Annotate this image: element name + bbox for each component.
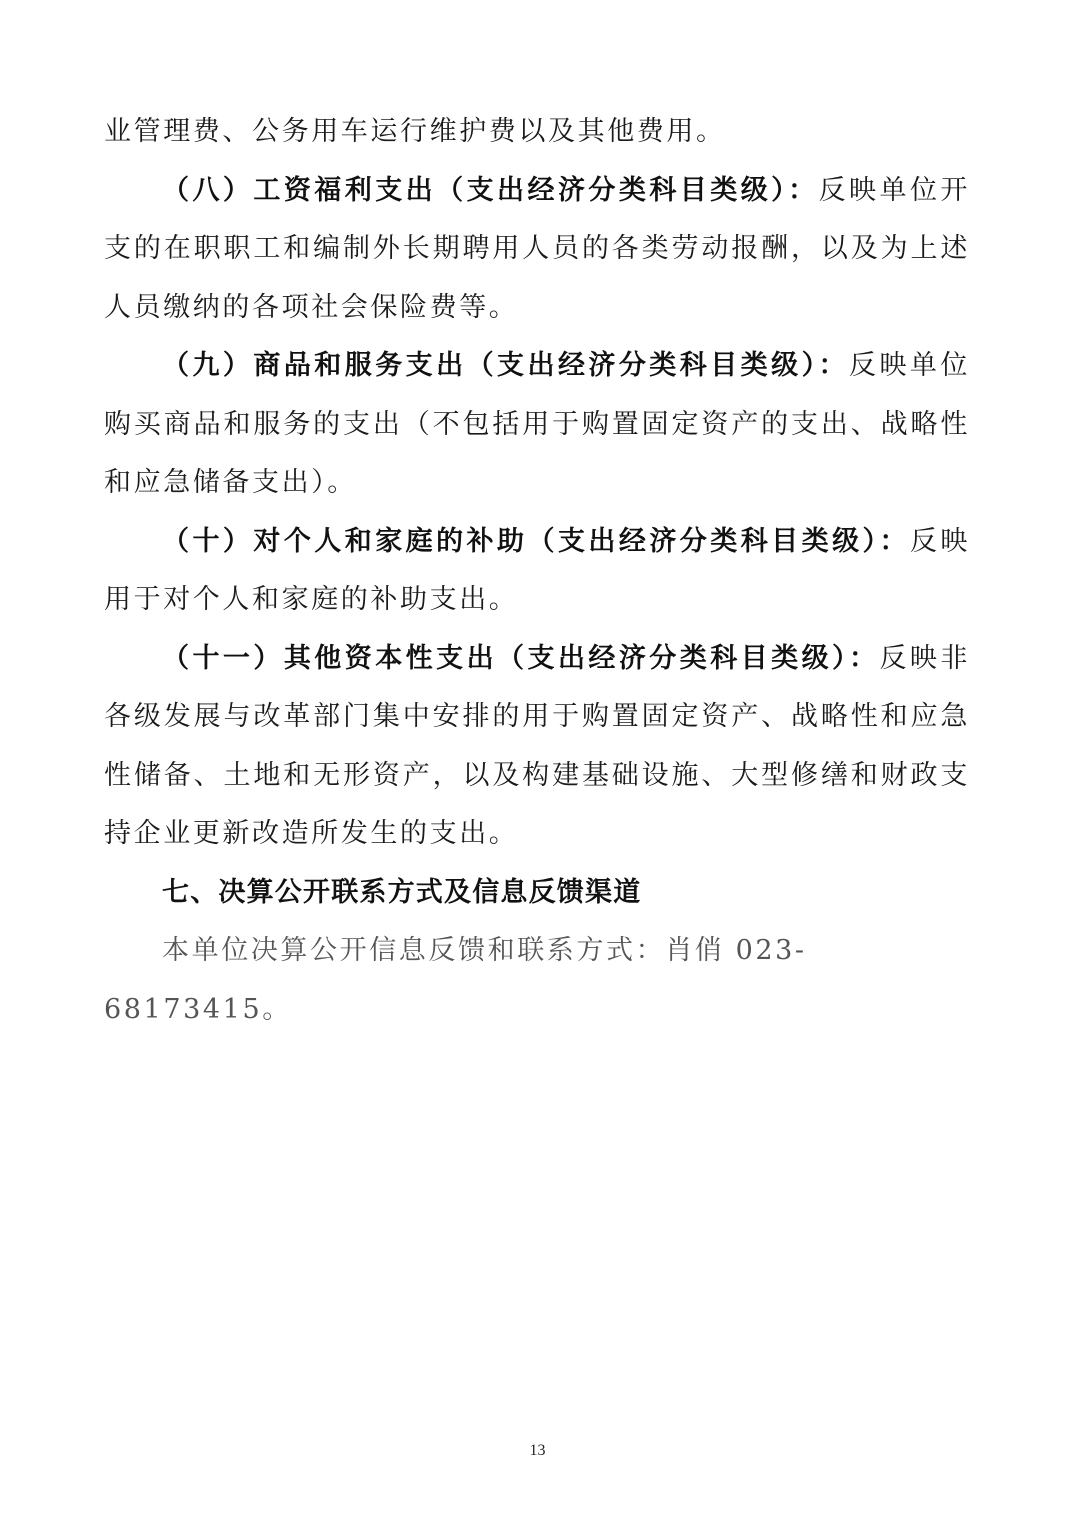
contact-info: 本单位决算公开信息反馈和联系方式：肖俏 023-68173415。	[104, 935, 807, 1025]
paragraph-goods-services	[104, 337, 970, 513]
paragraph-continuation	[104, 103, 970, 162]
paragraph-heading: （八）工资福利支出（支出经济分类科目类级）：	[162, 174, 819, 206]
section-heading-contact: 七、决算公开联系方式及信息反馈渠道	[162, 876, 642, 908]
paragraph-household-subsidy	[104, 513, 970, 630]
paragraph-wages-welfare	[104, 162, 970, 338]
paragraph-heading: （十一）其他资本性支出（支出经济分类科目类级）：	[162, 642, 880, 674]
paragraph-body: 反映单位购买商品和服务的支出（不包括用于购置固定资产的支出、战略性和应急储备支出）。	[104, 350, 970, 498]
paragraph-heading: （十）对个人和家庭的补助（支出经济分类科目类级）：	[162, 525, 910, 557]
paragraph-body: 反映非各级发展与改革部门集中安排的用于购置固定资产、战略性和应急性储备、土地和无形资产，以及构建基础设施、大型修缮和财政支持企业更新改造所发生的支出。	[104, 642, 970, 849]
paragraph-body: 反映单位开支的在职职工和编制外长期聘用人员的各类劳动报酬，以及为上述人员缴纳的各项社会保险费等。	[104, 174, 971, 323]
paragraph-heading: （九）商品和服务支出（支出经济分类科目类级）：	[162, 350, 850, 381]
paragraph-text: 业管理费、公务用车运行维护费以及其他费用。	[104, 116, 726, 147]
page-number: 13	[529, 1442, 546, 1459]
paragraph-body: 反映用于对个人和家庭的补助支出。	[104, 525, 971, 615]
paragraph-other-capital	[104, 630, 970, 864]
page-content	[104, 103, 970, 1039]
